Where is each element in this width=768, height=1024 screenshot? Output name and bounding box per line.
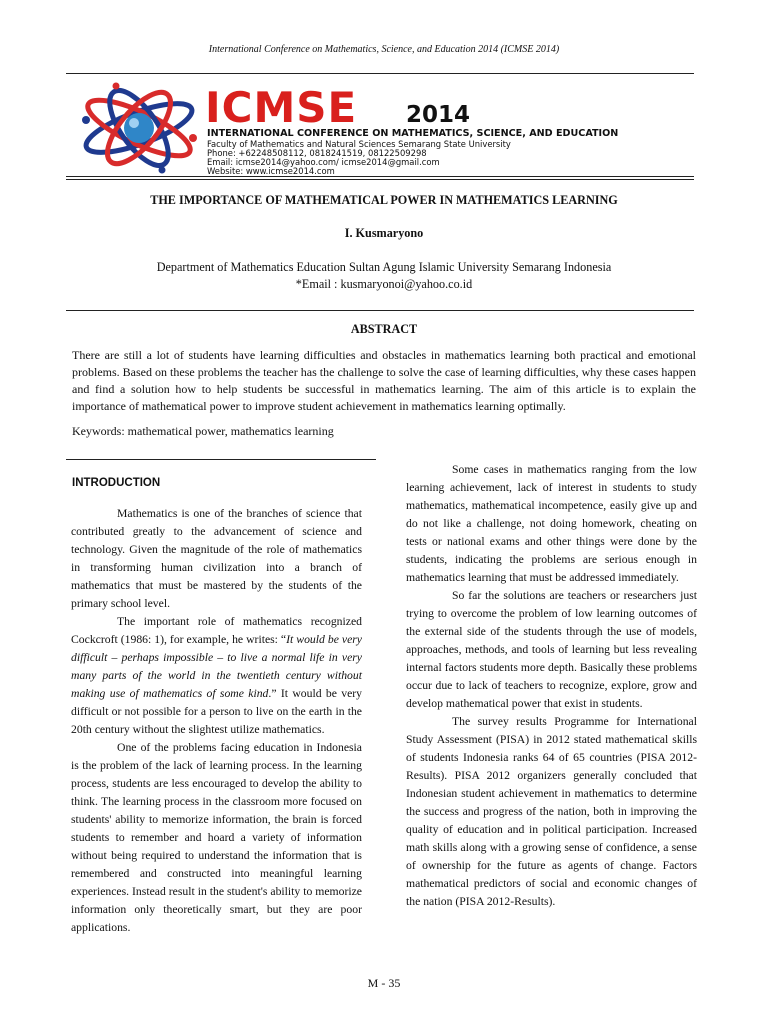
- website-line: Website: www.icmse2014.com: [207, 166, 335, 176]
- right-column: [406, 461, 697, 911]
- affiliation-line: Department of Mathematics Education Sultan Agung Islamic University Semarang Indonesia: [156, 260, 612, 274]
- author-email: *Email : kusmaryonoi@yahoo.co.id: [295, 277, 473, 291]
- email-line: Email: icmse2014@yahoo.com/ icmse2014@gmail.com: [207, 157, 440, 167]
- banner-rule-thin: [66, 179, 694, 180]
- intro-paragraph-2: [71, 613, 362, 739]
- cockcroft-quote: It would be very difficult – perhaps impossible – to live a normal life in very many parts of the world in the twentieth century without making use of mathematics of some kind: [71, 633, 362, 700]
- author-affiliation: [0, 259, 768, 293]
- brand-wordmark: ICMSE: [205, 83, 358, 132]
- page-number: M - 35: [367, 976, 401, 990]
- running-header: International Conference on Mathematics, Science, and Education 2014 (ICMSE 2014): [208, 44, 560, 55]
- brand-year: 2014: [406, 102, 471, 128]
- paper-title: THE IMPORTANCE OF MATHEMATICAL POWER IN MATHEMATICS LEARNING: [150, 193, 618, 207]
- header-rule: [66, 73, 694, 74]
- intro-paragraph-5: So far the solutions are teachers or researchers just trying to overcome the problem of low learning outcomes of the external side of the students through the use of models, approaches, methods, and tools of learning but less revealing internal factors students more depth. Basically these problems occur due to lack of teachers to recognize, explore, grow and develop mathematical power that exist in students.: [406, 589, 697, 710]
- intro-paragraph-6: The survey results Programme for International Study Assessment (PISA) in 2012 stated mathematical skills of students Indonesia ranks 64 of 65 countries (PISA 2012-Results). PISA 2012 organizers generally concluded that Indonesian student achievement in mathematics to determine the success and progress of the nation, both in improving the quality of education and in political participation. Increased math skills along with a growing sense of confidence, a sense of ownership for the future as agents of change. Factors mathematical predictors of social and economic changes of the nation (PISA 2012-Results).: [406, 715, 697, 908]
- intro-paragraph-1: Mathematics is one of the branches of science that contributed greatly to the advancement of science and technology. Given the magnitude of the role of mathematics in transforming human civilization into a branch of mathematics that must be mastered by the students of the primary school level.: [71, 507, 362, 610]
- section-rule: [66, 459, 376, 460]
- abstract-heading: ABSTRACT: [350, 322, 418, 336]
- atom-logo-icon: [76, 80, 202, 176]
- paragraph-tail: .” It would be very difficult or not possible for a person to live on the earth in the 20th century without the slightest utilize mathematics.: [71, 687, 363, 736]
- conference-banner: [76, 80, 696, 176]
- left-column: [71, 505, 362, 937]
- conference-full-name: INTERNATIONAL CONFERENCE ON MATHEMATICS, SCIENCE, AND EDUCATION: [207, 128, 619, 139]
- faculty-line: Faculty of Mathematics and Natural Sciences Semarang State University: [207, 139, 511, 149]
- keywords: Keywords: mathematical power, mathematics learning: [72, 424, 334, 438]
- intro-paragraph-3: One of the problems facing education in Indonesia is the problem of the lack of learning process. In the learning process, students are less encouraged to develop the ability to think. The learning process in the classroom more focused on students' ability to memorize information, the brain is forced students to remember and hoard a variety of information without being required to understand the information that is remembered and constructed into meaningful learning experiences. Instead result in the student's ability to memorize information only theoretically smart, but they are poor applications.: [71, 741, 362, 934]
- paragraph-lead: The important role of mathematics recognized Cockcroft (1986: 1), for example, he writes: “: [71, 615, 362, 646]
- phone-line: Phone: +62248508112, 0818241519, 08122509298: [207, 148, 427, 158]
- author-name: I. Kusmaryono: [344, 226, 424, 240]
- abstract-text: There are still a lot of students have learning difficulties and obstacles in mathematics learning both practical and emotional problems. Based on these problems the teacher has the challenge to solve the case of learning difficulties, why these cases happen and find a solution how to help students be successful in mathematics learning. The aim of this article is to explain the importance of mathematical power to improve student achievement in mathematics learning optimally.: [72, 348, 696, 413]
- intro-paragraph-4: Some cases in mathematics ranging from the low learning achievement, lack of interest in students to study mathematics, mathematical incompetence, easily give up and do not like a challenge, not doing homework, cheating on tests or national exams and other things were done by the students, indicating the problems are serious enough in mathematics learning that must be addressed immediately.: [406, 463, 697, 584]
- introduction-heading: INTRODUCTION: [72, 477, 161, 489]
- banner-rule: [66, 176, 694, 177]
- affiliation-rule: [66, 310, 694, 311]
